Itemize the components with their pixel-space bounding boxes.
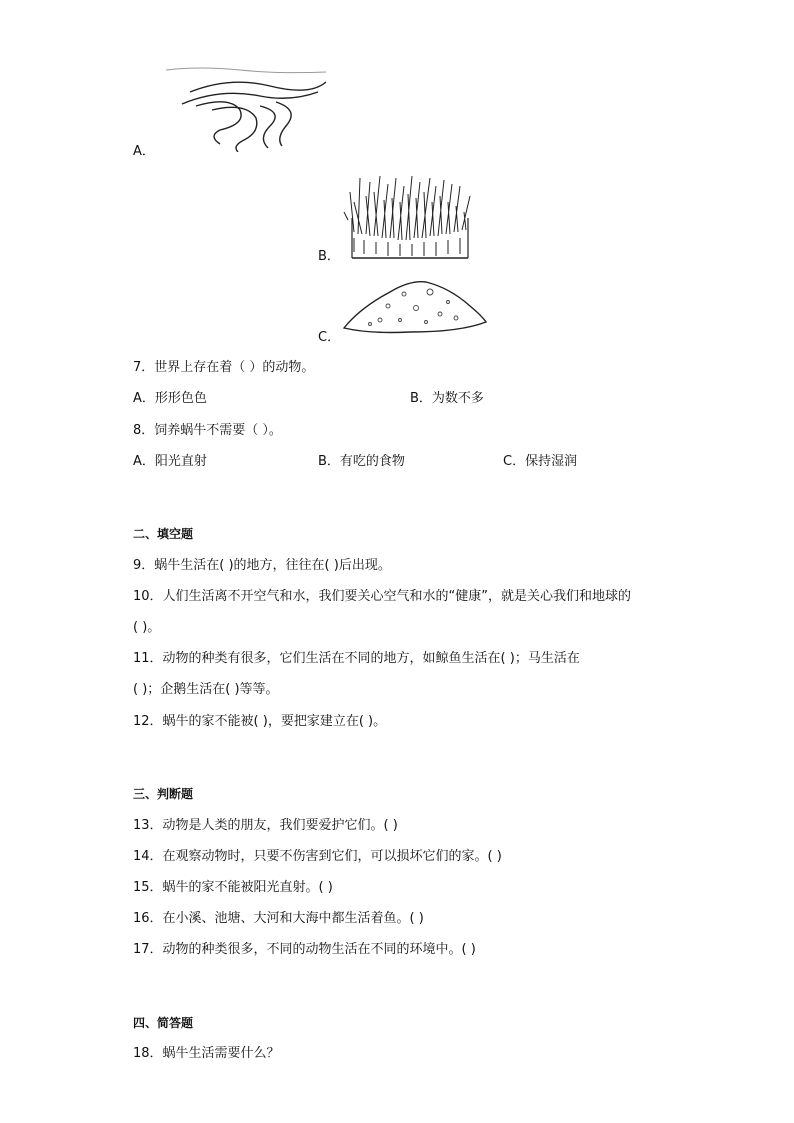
question-18: 18．蜗牛生活需要什么？ (133, 1046, 280, 1061)
q7-option-a: A．形形色色 (133, 391, 207, 406)
question-7: 7．世界上存在着（ ）的动物。 (133, 360, 315, 375)
question-8: 8．饲养蜗牛不需要（ ）。 (133, 423, 282, 438)
section-3-heading: 三、判断题 (133, 787, 194, 801)
question-16: 16．在小溪、池塘、大河和大海中都生活着鱼。( ) (133, 911, 424, 926)
option-a-label: A． (133, 144, 155, 159)
q7-option-b: B．为数不多 (410, 391, 484, 406)
soil-mound-icon (340, 274, 490, 338)
section-4-heading: 四、简答题 (133, 1016, 194, 1030)
grass-icon (340, 172, 480, 262)
question-17: 17．动物的种类很多，不同的动物生活在不同的环境中。( ) (133, 942, 476, 957)
question-12: 12．蜗牛的家不能被( )，要把家建立在( )。 (133, 714, 387, 729)
question-9: 9．蜗牛生活在( )的地方，往往在( )后出现。 (133, 558, 391, 573)
option-c-label: C． (318, 330, 341, 345)
question-15: 15．蜗牛的家不能被阳光直射。( ) (133, 880, 333, 895)
q8-option-c: C．保持湿润 (503, 454, 578, 469)
river-icon (160, 66, 330, 152)
question-10-line-2: ( )。 (133, 620, 161, 635)
question-11-line-2: ( )；企鹅生活在( )等等。 (133, 682, 279, 697)
section-2-heading: 二、填空题 (133, 527, 194, 541)
option-b-label: B． (318, 249, 340, 264)
q8-option-a: A．阳光直射 (133, 454, 207, 469)
question-13: 13．动物是人类的朋友，我们要爱护它们。( ) (133, 818, 398, 833)
question-14: 14．在观察动物时，只要不伤害到它们，可以损坏它们的家。( ) (133, 849, 502, 864)
q8-option-b: B．有吃的食物 (318, 454, 405, 469)
question-10-line-1: 10．人们生活离不开空气和水，我们要关心空气和水的“健康”，就是关心我们和地球的 (133, 589, 632, 604)
question-11-line-1: 11．动物的种类有很多，它们生活在不同的地方，如鲸鱼生活在( )；马生活在 (133, 651, 580, 666)
